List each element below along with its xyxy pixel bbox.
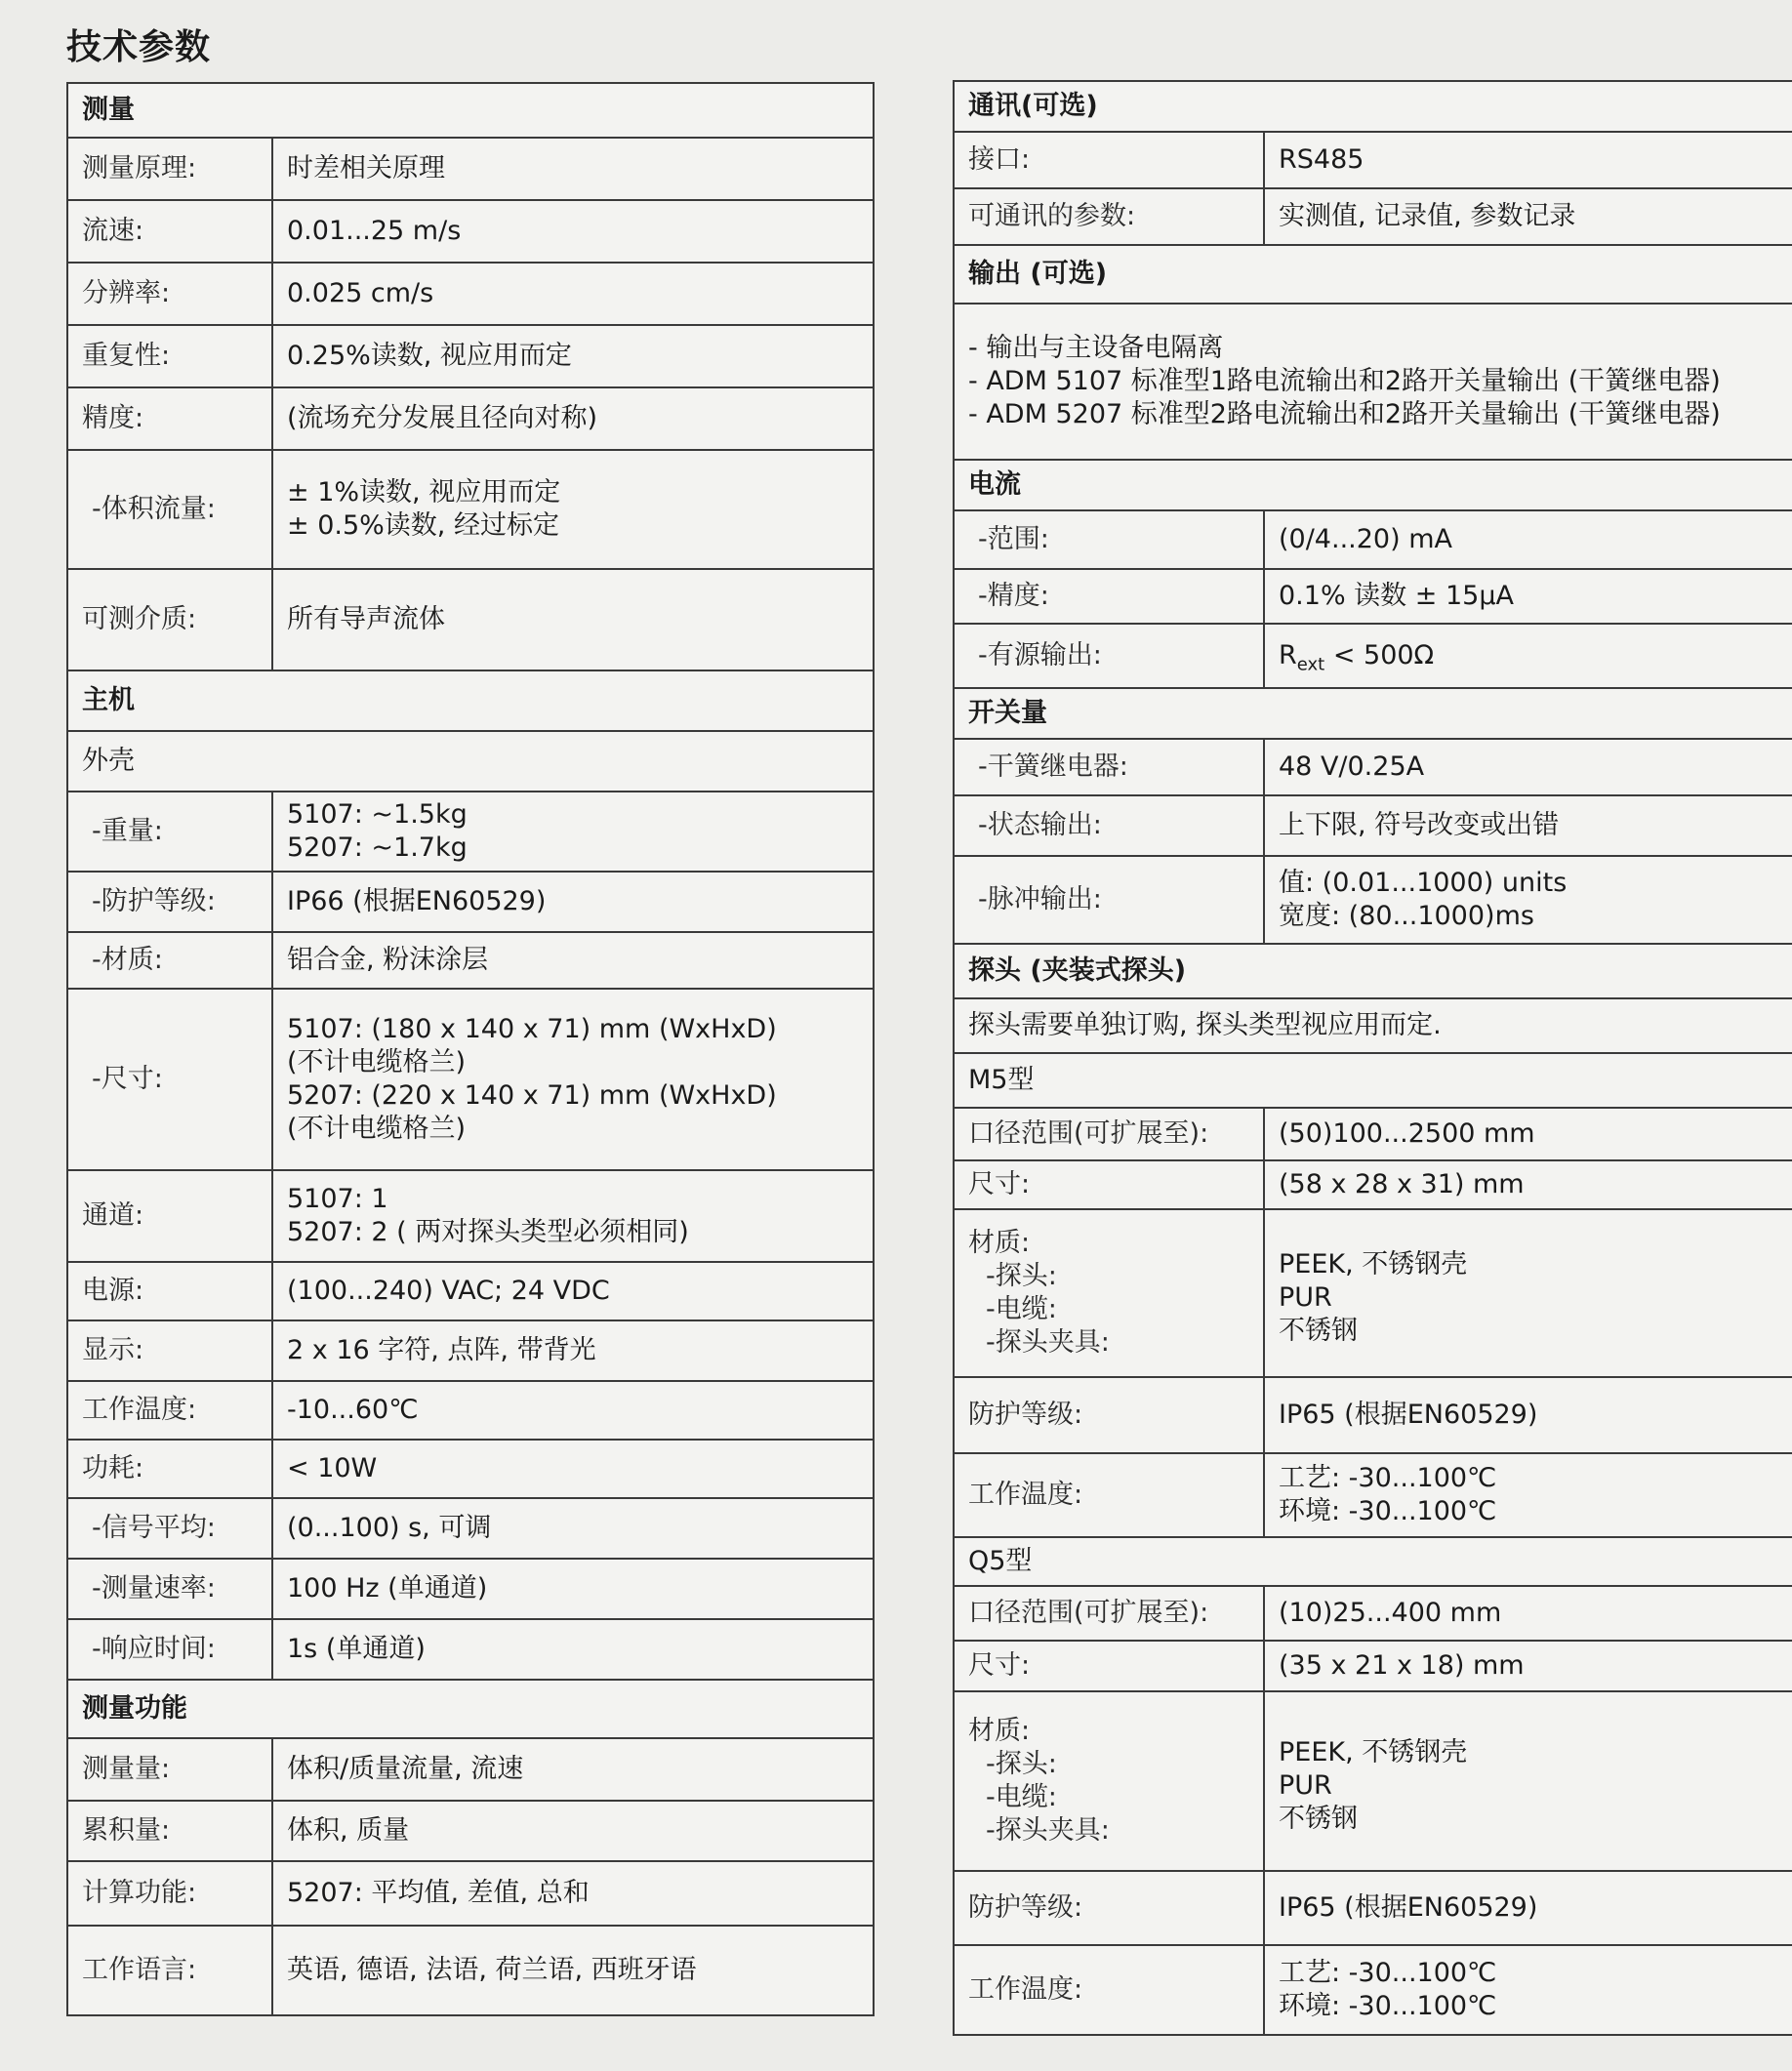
table-row xyxy=(67,1619,874,1680)
row-label: 工作语言: xyxy=(67,1926,272,2015)
table-row xyxy=(954,739,1792,795)
row-label: 测量原理: xyxy=(67,138,272,200)
table-row xyxy=(67,792,874,872)
row-label: 可通讯的参数: xyxy=(954,188,1264,245)
section-header-comm: 通讯(可选) xyxy=(954,81,1792,132)
row-value: 0.025 cm/s xyxy=(272,263,874,325)
table-row xyxy=(67,1440,874,1498)
row-value: 体积/质量流量, 流速 xyxy=(272,1738,874,1801)
row-label: 工作温度: xyxy=(954,1453,1264,1537)
table-row xyxy=(67,138,874,200)
row-value: (10)25...400 mm xyxy=(1264,1586,1792,1641)
section-header-probe: 探头 (夹装式探头) xyxy=(954,944,1792,998)
table-row xyxy=(67,1170,874,1262)
row-label: 流速: xyxy=(67,200,272,263)
row-value: IP65 (根据EN60529) xyxy=(1264,1377,1792,1453)
row-label: 功耗: xyxy=(67,1440,272,1498)
row-value: -10...60℃ xyxy=(272,1381,874,1440)
row-value: 48 V/0.25A xyxy=(1264,739,1792,795)
row-value: 5107: (180 x 140 x 71) mm (WxHxD) (不计电缆格兰) 5207: (220 x 140 x 71) mm (WxHxD) (不计电缆格兰) xyxy=(272,989,874,1170)
table-row xyxy=(67,872,874,932)
row-label: -防护等级: xyxy=(67,872,272,932)
table-row xyxy=(954,1160,1792,1209)
section-header-switch: 开关量 xyxy=(954,688,1792,739)
row-value: 2 x 16 字符, 点阵, 带背光 xyxy=(272,1320,874,1381)
table-row xyxy=(67,1738,874,1801)
table-row xyxy=(954,795,1792,856)
row-label: 防护等级: xyxy=(954,1377,1264,1453)
table-row xyxy=(954,1871,1792,1945)
row-label: 防护等级: xyxy=(954,1871,1264,1945)
row-value: 所有导声流体 xyxy=(272,569,874,670)
row-value: < 10W xyxy=(272,1440,874,1498)
section-header-measurement: 测量 xyxy=(67,83,874,138)
row-value: PEEK, 不锈钢壳 PUR 不锈钢 xyxy=(1264,1691,1792,1871)
table-row xyxy=(67,1320,874,1381)
row-value: (58 x 28 x 31) mm xyxy=(1264,1160,1792,1209)
table-row xyxy=(67,1861,874,1926)
row-value: $R_{ext} < 500\Omega$ xyxy=(1264,624,1792,688)
row-label: 通道: xyxy=(67,1170,272,1262)
row-value: 1s (单通道) xyxy=(272,1619,874,1680)
table-row xyxy=(954,1453,1792,1537)
row-value: 值: (0.01...1000) units 宽度: (80...1000)ms xyxy=(1264,856,1792,944)
page-title: 技术参数 xyxy=(66,27,212,67)
row-label: -有源输出: xyxy=(954,624,1264,688)
row-value: RS485 xyxy=(1264,132,1792,188)
row-label: 口径范围(可扩展至): xyxy=(954,1586,1264,1641)
row-value: IP66 (根据EN60529) xyxy=(272,872,874,932)
subsection-header-m5: M5型 xyxy=(954,1053,1792,1108)
row-value: 铝合金, 粉沫涂层 xyxy=(272,932,874,989)
row-label: -测量速率: xyxy=(67,1559,272,1619)
section-header-host: 主机 xyxy=(67,670,874,731)
section-header-output: 输出 (可选) xyxy=(954,245,1792,304)
spec-table-left xyxy=(66,82,875,2016)
row-label: 计算功能: xyxy=(67,1861,272,1926)
row-label: -响应时间: xyxy=(67,1619,272,1680)
row-label: -状态输出: xyxy=(954,795,1264,856)
row-value: 实测值, 记录值, 参数记录 xyxy=(1264,188,1792,245)
section-header-functions: 测量功能 xyxy=(67,1680,874,1738)
row-label: 测量量: xyxy=(67,1738,272,1801)
table-row xyxy=(954,569,1792,624)
row-value: (流场充分发展且径向对称) xyxy=(272,387,874,450)
table-row xyxy=(954,624,1792,688)
row-value: 0.25%读数, 视应用而定 xyxy=(272,325,874,387)
row-label: 精度: xyxy=(67,387,272,450)
section-header-current: 电流 xyxy=(954,460,1792,510)
table-row xyxy=(67,450,874,569)
row-label: -范围: xyxy=(954,510,1264,569)
row-value: 工艺: -30...100℃ 环境: -30...100℃ xyxy=(1264,1945,1792,2035)
table-row xyxy=(67,387,874,450)
spec-table-right xyxy=(953,80,1792,2036)
table-row xyxy=(954,1586,1792,1641)
table-row xyxy=(67,1262,874,1320)
row-value: 5107: 1 5207: 2 ( 两对探头类型必须相同) xyxy=(272,1170,874,1262)
table-row xyxy=(67,569,874,670)
row-label: 累积量: xyxy=(67,1801,272,1861)
table-row xyxy=(954,304,1792,460)
table-row xyxy=(67,263,874,325)
table-row xyxy=(67,325,874,387)
row-label: -精度: xyxy=(954,569,1264,624)
table-row xyxy=(954,1691,1792,1871)
row-label: 可测介质: xyxy=(67,569,272,670)
table-row xyxy=(67,200,874,263)
row-label: 尺寸: xyxy=(954,1160,1264,1209)
row-label: 接口: xyxy=(954,132,1264,188)
table-row xyxy=(954,856,1792,944)
table-row xyxy=(67,1559,874,1619)
row-value: 工艺: -30...100℃ 环境: -30...100℃ xyxy=(1264,1453,1792,1537)
row-value: 时差相关原理 xyxy=(272,138,874,200)
table-row xyxy=(954,510,1792,569)
row-value: (100...240) VAC; 24 VDC xyxy=(272,1262,874,1320)
row-label: 工作温度: xyxy=(954,1945,1264,2035)
table-row xyxy=(67,1381,874,1440)
row-label: 材质: -探头: -电缆: -探头夹具: xyxy=(954,1691,1264,1871)
row-label: 电源: xyxy=(67,1262,272,1320)
row-label: 工作温度: xyxy=(67,1381,272,1440)
row-label: -干簧继电器: xyxy=(954,739,1264,795)
row-label: 分辨率: xyxy=(67,263,272,325)
table-row xyxy=(67,932,874,989)
row-value: 体积, 质量 xyxy=(272,1801,874,1861)
row-value: PEEK, 不锈钢壳 PUR 不锈钢 xyxy=(1264,1209,1792,1377)
row-label: -材质: xyxy=(67,932,272,989)
row-label: 材质: -探头: -电缆: -探头夹具: xyxy=(954,1209,1264,1377)
table-row xyxy=(954,1108,1792,1160)
row-value: (35 x 21 x 18) mm xyxy=(1264,1641,1792,1691)
row-label: -重量: xyxy=(67,792,272,872)
table-row xyxy=(954,1641,1792,1691)
table-row xyxy=(67,1801,874,1861)
table-row xyxy=(67,1498,874,1559)
table-row xyxy=(954,1377,1792,1453)
row-label: 重复性: xyxy=(67,325,272,387)
row-value: 上下限, 符号改变或出错 xyxy=(1264,795,1792,856)
table-row xyxy=(954,1209,1792,1377)
table-row xyxy=(67,1926,874,2015)
row-value: 英语, 德语, 法语, 荷兰语, 西班牙语 xyxy=(272,1926,874,2015)
row-label: 显示: xyxy=(67,1320,272,1381)
row-value: 0.1% 读数 ± 15μA xyxy=(1264,569,1792,624)
row-label: -体积流量: xyxy=(67,450,272,569)
table-row xyxy=(954,188,1792,245)
table-row xyxy=(954,1945,1792,2035)
row-label: 口径范围(可扩展至): xyxy=(954,1108,1264,1160)
row-value: (0...100) s, 可调 xyxy=(272,1498,874,1559)
row-label: -信号平均: xyxy=(67,1498,272,1559)
row-label: -脉冲输出: xyxy=(954,856,1264,944)
row-value: ± 1%读数, 视应用而定 ± 0.5%读数, 经过标定 xyxy=(272,450,874,569)
table-row xyxy=(67,989,874,1170)
row-value: 5107: ~1.5kg 5207: ~1.7kg xyxy=(272,792,874,872)
row-value: (0/4...20) mA xyxy=(1264,510,1792,569)
row-label: -尺寸: xyxy=(67,989,272,1170)
row-value: IP65 (根据EN60529) xyxy=(1264,1871,1792,1945)
output-description: - 输出与主设备电隔离 - ADM 5107 标准型1路电流输出和2路开关量输出 (干簧继电器) - ADM 5207 标准型2路电流输出和2路开关量输出 (干簧继电器) xyxy=(954,304,1792,460)
row-value: 0.01...25 m/s xyxy=(272,200,874,263)
table-row xyxy=(954,132,1792,188)
subsection-header-housing: 外壳 xyxy=(67,731,874,792)
row-value: 100 Hz (单通道) xyxy=(272,1559,874,1619)
probe-note: 探头需要单独订购, 探头类型视应用而定. xyxy=(954,998,1792,1053)
row-value: 5207: 平均值, 差值, 总和 xyxy=(272,1861,874,1926)
subsection-header-q5: Q5型 xyxy=(954,1537,1792,1586)
row-value: (50)100...2500 mm xyxy=(1264,1108,1792,1160)
row-label: 尺寸: xyxy=(954,1641,1264,1691)
